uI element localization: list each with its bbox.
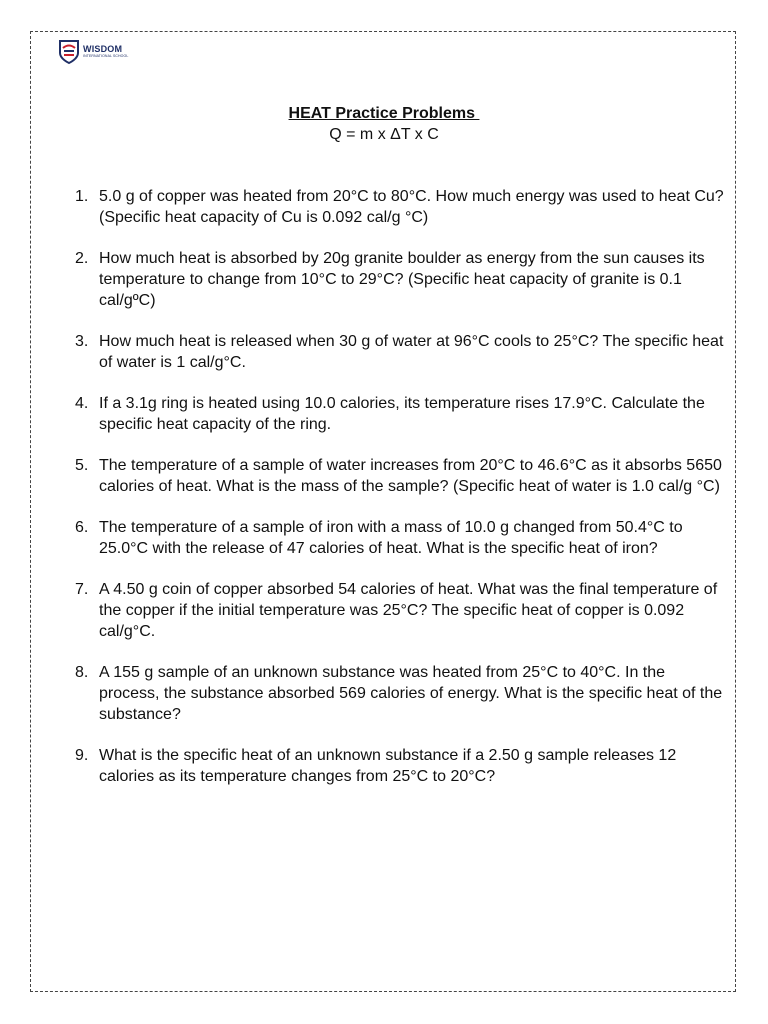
problem-item [75, 662, 725, 725]
problem-list [75, 186, 725, 807]
problem-text: If a 3.1g ring is heated using 10.0 calories, its temperature rises 17.9°C. Calculate the specific heat capacity of the ring. [99, 395, 705, 433]
problem-text: A 155 g sample of an unknown substance was heated from 25°C to 40°C. In the process, the substance absorbed 569 calories of energy. What is the specific heat of the substance? [99, 664, 723, 723]
problem-text: How much heat is absorbed by 20g granite boulder as energy from the sun causes its temperature to change from 10°C to 29°C? (Specific heat capacity of granite is 0.1 cal/gºC) [99, 250, 705, 309]
problem-item [75, 517, 725, 559]
problem-number: 6. [75, 519, 89, 536]
page-title: HEAT Practice Problems [288, 105, 480, 122]
problem-item [75, 331, 725, 373]
problem-text: The temperature of a sample of iron with a mass of 10.0 g changed from 50.4°C to 25.0°C with the release of 47 calories of heat. What is the specific heat of iron? [99, 519, 683, 557]
problem-number: 2. [75, 250, 89, 267]
problem-item [75, 248, 725, 311]
problem-item [75, 186, 725, 228]
problem-number: 7. [75, 581, 89, 598]
logo-subtitle: INTERNATIONAL SCHOOL [83, 54, 129, 59]
problem-number: 3. [75, 333, 89, 350]
school-logo [58, 34, 142, 70]
problem-number: 8. [75, 664, 89, 681]
problem-number: 9. [75, 747, 89, 764]
heat-formula: Q = m x ΔT x C [329, 126, 439, 143]
problem-number: 4. [75, 395, 89, 412]
problem-number: 5. [75, 457, 89, 474]
header [0, 103, 768, 145]
problem-item [75, 745, 725, 787]
problem-text: What is the specific heat of an unknown substance if a 2.50 g sample releases 12 calories as its temperature changes from 25°C to 20°C? [99, 747, 677, 785]
problem-item [75, 579, 725, 642]
shield-icon [58, 39, 80, 65]
logo-name: WISDOM [83, 44, 123, 55]
problem-item [75, 393, 725, 435]
problem-text: The temperature of a sample of water increases from 20°C to 46.6°C as it absorbs 5650 calories of heat. What is the mass of the sample? (Specific heat of water is 1.0 cal/g °C) [99, 457, 722, 495]
problem-text: 5.0 g of copper was heated from 20°C to 80°C. How much energy was used to heat Cu? (Specific heat capacity of Cu is 0.092 cal/g °C) [99, 188, 724, 226]
problem-text: How much heat is released when 30 g of water at 96°C cools to 25°C? The specific heat of water is 1 cal/g°C. [99, 333, 724, 371]
problem-text: A 4.50 g coin of copper absorbed 54 calories of heat. What was the final temperature of the copper if the initial temperature was 25°C? The specific heat of copper is 0.092 cal/g°C. [99, 581, 718, 640]
problem-number: 1. [75, 188, 89, 205]
problem-item [75, 455, 725, 497]
